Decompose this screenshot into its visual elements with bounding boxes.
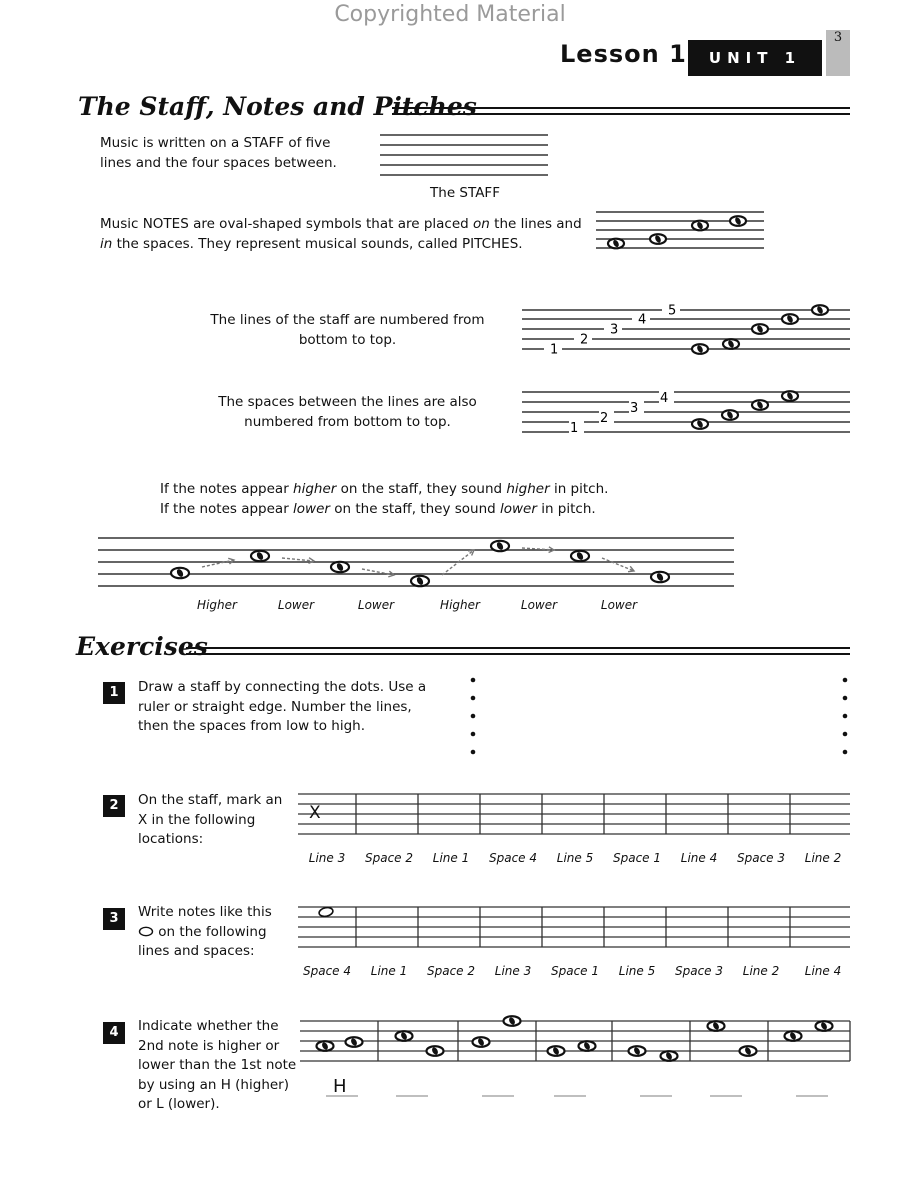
line-number: 5 xyxy=(668,303,677,319)
section-rule xyxy=(392,107,850,115)
spaces-numbered-staff xyxy=(518,384,852,440)
section-title-staff: The Staff, Notes and Pitches xyxy=(78,92,477,121)
location-label: Space 4 xyxy=(302,964,352,978)
example-x-mark: X xyxy=(309,803,321,823)
location-label: Space 2 xyxy=(426,964,476,978)
section-rule xyxy=(186,647,850,655)
whole-note-icon xyxy=(138,926,154,937)
comparison-label: Lower xyxy=(600,598,638,612)
section-title-exercises: Exercises xyxy=(76,632,208,661)
location-label: Space 4 xyxy=(488,851,538,865)
exercise-number: 3 xyxy=(103,908,125,930)
space-number: 1 xyxy=(570,421,579,436)
location-label: Line 2 xyxy=(804,851,842,865)
exercise-2-text: On the staff, mark an X in the following locations: xyxy=(138,792,283,847)
staff-caption: The STAFF xyxy=(430,185,500,201)
notes-intro-text: Music NOTES are oval-shaped symbols that are placed on the lines and in the spaces. They represent musical sounds, called PITCHES. xyxy=(100,216,582,252)
exercise-3-staff[interactable] xyxy=(296,903,852,953)
location-label: Line 4 xyxy=(680,851,718,865)
comparison-label: Higher xyxy=(440,598,480,612)
location-label: Line 3 xyxy=(494,964,532,978)
line-number: 1 xyxy=(550,342,559,358)
location-label: Line 2 xyxy=(742,964,780,978)
location-label: Line 5 xyxy=(618,964,656,978)
exercise-number: 4 xyxy=(103,1022,125,1044)
unit-badge: UNIT 1 xyxy=(688,40,822,76)
location-label: Line 3 xyxy=(308,851,346,865)
lesson-title: Lesson 1 xyxy=(560,40,687,68)
staff-intro-text: Music is written on a STAFF of five lines and the four spaces between. xyxy=(100,135,337,171)
exercise-2-staff[interactable] xyxy=(296,790,852,840)
lines-numbered-staff xyxy=(518,302,852,358)
exercise-number: 1 xyxy=(103,682,125,704)
location-label: Line 5 xyxy=(556,851,594,865)
comparison-label: Lower xyxy=(277,598,315,612)
example-whole-note xyxy=(318,906,333,917)
notes-example-staff xyxy=(594,208,766,256)
comparison-arrow xyxy=(602,558,634,571)
comparison-label: Lower xyxy=(357,598,395,612)
arrow-head xyxy=(628,566,634,571)
example-answer: H xyxy=(333,1076,347,1097)
exercise-3-text: Write notes like this on the following lines and spaces: xyxy=(138,904,272,959)
space-number: 4 xyxy=(660,391,669,406)
exercise-1-text: Draw a staff by connecting the dots. Use a ruler or straight edge. Number the lines, then the spaces from low to high. xyxy=(138,679,427,734)
location-label: Space 1 xyxy=(612,851,662,865)
answer-blanks[interactable] xyxy=(298,1090,852,1102)
space-number: 3 xyxy=(630,401,639,416)
line-number: 4 xyxy=(638,312,647,328)
lines-numbered-text: The lines of the staff are numbered from bottom to top. xyxy=(210,312,485,348)
watermark: Copyrighted Material xyxy=(334,2,566,27)
location-label: Space 1 xyxy=(550,964,600,978)
line-number: 2 xyxy=(580,332,589,348)
comparison-label: Lower xyxy=(520,598,558,612)
page-number: 3 xyxy=(826,30,850,76)
pitch-line-lower: If the notes appear lower on the staff, they sound lower in pitch. xyxy=(160,500,596,517)
comparison-label: Higher xyxy=(197,598,237,612)
staff-example xyxy=(378,130,550,182)
exercise-number: 2 xyxy=(103,795,125,817)
location-label: Line 1 xyxy=(370,964,408,978)
location-label: Line 4 xyxy=(804,964,842,978)
location-label: Space 3 xyxy=(674,964,724,978)
pitch-comparison-staff xyxy=(96,532,736,594)
pitch-explanation xyxy=(160,480,720,519)
exercise-1-dot-grid[interactable] xyxy=(466,672,852,760)
line-number: 3 xyxy=(610,322,619,338)
location-label: Space 3 xyxy=(736,851,786,865)
spaces-numbered-text: The spaces between the lines are also numbered from bottom to top. xyxy=(218,394,477,430)
pitch-line-higher: If the notes appear higher on the staff, they sound higher in pitch. xyxy=(160,481,609,497)
space-number: 2 xyxy=(600,411,609,426)
exercise-4-text: Indicate whether the 2nd note is higher or lower than the 1st note by using an H (higher) or L (lower). xyxy=(138,1018,297,1112)
location-label: Space 2 xyxy=(364,851,414,865)
location-label: Line 1 xyxy=(432,851,470,865)
exercise-4-staff xyxy=(298,1014,852,1070)
